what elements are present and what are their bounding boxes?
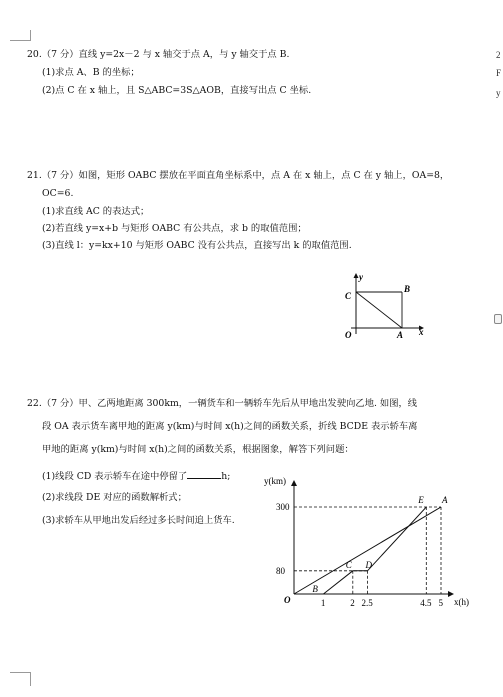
q20-part1: (1)求点 A、B 的坐标； [42, 67, 140, 78]
q22-part2: (2)求线段 DE 对应的函数解析式； [42, 492, 187, 503]
q20-part2: (2)点 C 在 x 轴上，且 S△ABC=3S△AOB，直接写出点 C 坐标. [42, 85, 312, 96]
q22-part1-text: (1)线段 CD 表示轿车在途中停留了 [42, 471, 188, 482]
q22-line1: 22.（7 分）甲、乙两地距离 300km，一辆货车和一辆轿车先后从甲地出发驶向乙地. 如图，线 [27, 398, 418, 409]
corner-mark-bottom-h [10, 672, 30, 673]
x-axis-label: x(h) [454, 597, 469, 607]
x-tick-label: 1 [320, 598, 326, 608]
x-tick-label: 2.5 [361, 598, 373, 608]
adjacent-page-fragment: 2 [496, 50, 501, 60]
q21-part3: (3)直线 l：y=kx+10 与矩形 OABC 没有公共点，直接写出 k 的取值范围. [42, 240, 352, 251]
q21-label-o: O [345, 330, 352, 340]
corner-mark-bottom-v [30, 672, 31, 686]
q21-label-a: A [397, 330, 404, 340]
scroll-handle[interactable] [494, 314, 502, 324]
corner-mark-top-v [30, 30, 31, 41]
q21-label-c: C [345, 291, 352, 301]
q21-label-y: y [359, 272, 363, 282]
q21-label-x: x [419, 327, 424, 337]
point-label-b: B [312, 584, 318, 594]
q22-line2: 段 OA 表示货车离甲地的距离 y(km)与时间 x(h)之间的函数关系，折线 BCDE 表示轿车离 [42, 421, 418, 432]
y-tick-label: 300 [276, 502, 290, 512]
adjacent-page-fragment: F [496, 68, 502, 78]
x-tick-label: 2 [350, 598, 355, 608]
origin-label: O [284, 595, 291, 605]
q21-diagonal-ca [356, 292, 402, 328]
q21-y-arrow [354, 273, 359, 278]
car-line-bcde [323, 507, 426, 594]
point-label-c: C [345, 559, 352, 570]
y-tick-label: 80 [276, 565, 285, 576]
x-tick-label: 5 [438, 598, 443, 608]
y-axis-label: y(km) [264, 476, 286, 486]
q21-title: 21.（7 分）如图，矩形 OABC 摆放在平面直角坐标系中，点 A 在 x 轴上，点 C 在 y 轴上，OA=8， [27, 170, 450, 181]
q21-title-cont: OC=6. [42, 188, 74, 199]
q21-part2: (2)若直线 y=x+b 与矩形 OABC 有公共点，求 b 的取值范围； [42, 223, 307, 234]
y-axis-arrow [291, 480, 297, 486]
point-label-d: D [365, 559, 372, 570]
q21-part1: (1)求直线 AC 的表达式； [42, 206, 150, 217]
adjacent-page-fragment: y [496, 88, 501, 98]
answer-blank[interactable] [187, 469, 221, 479]
q22-part1-unit: h; [221, 471, 231, 482]
q20-title: 20.（7 分）直线 y=2x－2 与 x 轴交于点 A，与 y 轴交于点 B. [27, 49, 290, 60]
x-tick-label: 4.5 [420, 598, 432, 608]
q21-rectangle-figure [336, 268, 436, 343]
q22-part1 [42, 469, 230, 483]
q21-label-b: B [404, 284, 411, 294]
q22-distance-time-chart [250, 470, 486, 620]
q22-part3: (3)求轿车从甲地出发后经过多长时间追上货车. [42, 515, 235, 526]
q22-line3: 甲地的距离 y(km)与时间 x(h)之间的函数关系，根据图象，解答下列问题： [42, 444, 354, 455]
point-label-a: A [442, 495, 448, 505]
point-label-e: E [418, 495, 424, 505]
corner-mark-top-h [10, 40, 30, 41]
